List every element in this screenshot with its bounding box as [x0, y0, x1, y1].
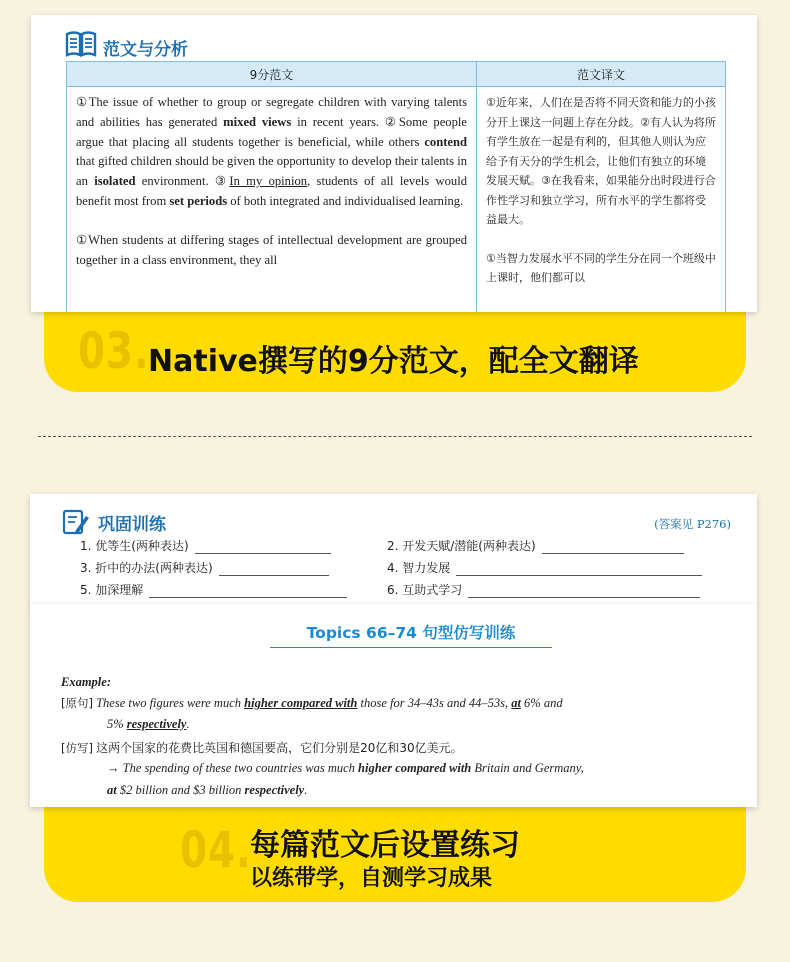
- banner-number: 03.: [78, 322, 150, 380]
- answer-blank[interactable]: [456, 574, 702, 576]
- exercise-item-4: 4. 智力发展: [387, 559, 702, 576]
- original-sentence-line2: 5% respectively.: [107, 717, 190, 731]
- answer-blank[interactable]: [468, 596, 700, 598]
- imitation-answer-line2: at $2 billion and $3 billion respectively.: [107, 783, 308, 797]
- text-run: environment. ③: [135, 174, 230, 189]
- open-book-icon: [65, 30, 97, 58]
- english-paragraph-1: [76, 93, 467, 212]
- text-run: ①The issue of whether to group or segregate children with varying talents and abilities has generated: [76, 95, 467, 129]
- section-header: [65, 27, 188, 60]
- col-header-english: 9分范文: [67, 62, 477, 87]
- text-run: in recent years. ②Some people argue that placing all students together is beneficial, while others: [76, 114, 467, 149]
- feature-banner-03: [44, 300, 746, 392]
- bold-phrase: isolated: [94, 174, 136, 189]
- essay-card: [31, 15, 757, 312]
- underlined-phrase: In my opinion: [229, 174, 308, 189]
- bold-phrase: mixed views: [223, 114, 292, 129]
- answer-blank[interactable]: [149, 596, 347, 598]
- dashed-divider: [38, 436, 752, 437]
- exercise-item-6: 6. 互助式学习: [387, 581, 700, 598]
- imitation-card: [30, 604, 757, 807]
- answer-reference: (答案见 P276): [654, 517, 731, 531]
- imitation-prompt: [仿写] 这两个国家的花费比英国和德国要高，它们分别是20亿和30亿美元。: [61, 741, 463, 755]
- practice-card: [30, 494, 757, 606]
- banner-caption-line1: 每篇范文后设置练习: [250, 828, 520, 863]
- chinese-paragraph-2: ①当智力发展水平不同的学生分在同一个班级中上课时，他们都可以: [486, 251, 716, 284]
- bold-phrase: contend: [424, 134, 467, 149]
- topics-title: Topics 66–74 句型仿写训练: [270, 621, 552, 648]
- banner-caption: Native撰写的9分范文，配全文翻译: [148, 344, 639, 379]
- exercise-item-2: 2. 开发天赋/潜能(两种表达): [387, 537, 684, 554]
- answer-blank[interactable]: [219, 574, 329, 576]
- col-header-chinese: 范文译文: [477, 62, 726, 87]
- exercise-item-5: 5. 加深理解: [80, 581, 347, 598]
- notebook-pencil-icon: [62, 508, 90, 536]
- english-paragraph-2: ①When students at differing stages of intellectual development are grouped together in a class environment, they all: [76, 232, 467, 267]
- text-run: , students of all levels would benefit most from: [76, 174, 468, 208]
- original-sentence-line1: [原句] These two figures were much higher compared with those for 34–43s and 44–53s, at 6% and: [61, 696, 563, 710]
- feature-banner-04: [44, 795, 746, 902]
- example-label: Example:: [61, 675, 111, 689]
- banner-number: 04.: [180, 821, 252, 879]
- chinese-translation-cell: [477, 87, 726, 313]
- section-title: 巩固训练: [98, 514, 166, 535]
- answer-blank[interactable]: [542, 552, 684, 554]
- bold-phrase: set periods: [169, 193, 228, 208]
- answer-blank[interactable]: [195, 552, 331, 554]
- section-header: [62, 508, 166, 536]
- text-run: that gifted children should be given the opportunity to develop their talents in an: [76, 154, 467, 189]
- english-essay-cell: [67, 87, 477, 313]
- exercise-item-1: 1. 优等生(两种表达): [80, 537, 331, 554]
- imitation-answer-line1: → The spending of these two countries was much higher compared with Britain and Germany,: [107, 761, 584, 775]
- section-title: 范文与分析: [103, 40, 188, 60]
- text-run: of both integrated and individualised learning.: [227, 193, 464, 208]
- essay-table: [66, 61, 726, 312]
- arrow-icon: →: [107, 761, 120, 775]
- chinese-paragraph-1: ①近年来，人们在是否将不同天资和能力的小孩分开上课这一问题上存在分歧。②有人认为将所有学生放在一起是有利的，但其他人则认为应给予有天分的学生机会，让他们有独立的环境发展天赋。③在我看来，如果能分出时段进行合作性学习和独立学习，所有水平的学生都将受益最大。: [486, 96, 716, 226]
- banner-caption-line2: 以练带学，自测学习成果: [250, 866, 493, 891]
- exercise-item-3: 3. 折中的办法(两种表达): [80, 559, 329, 576]
